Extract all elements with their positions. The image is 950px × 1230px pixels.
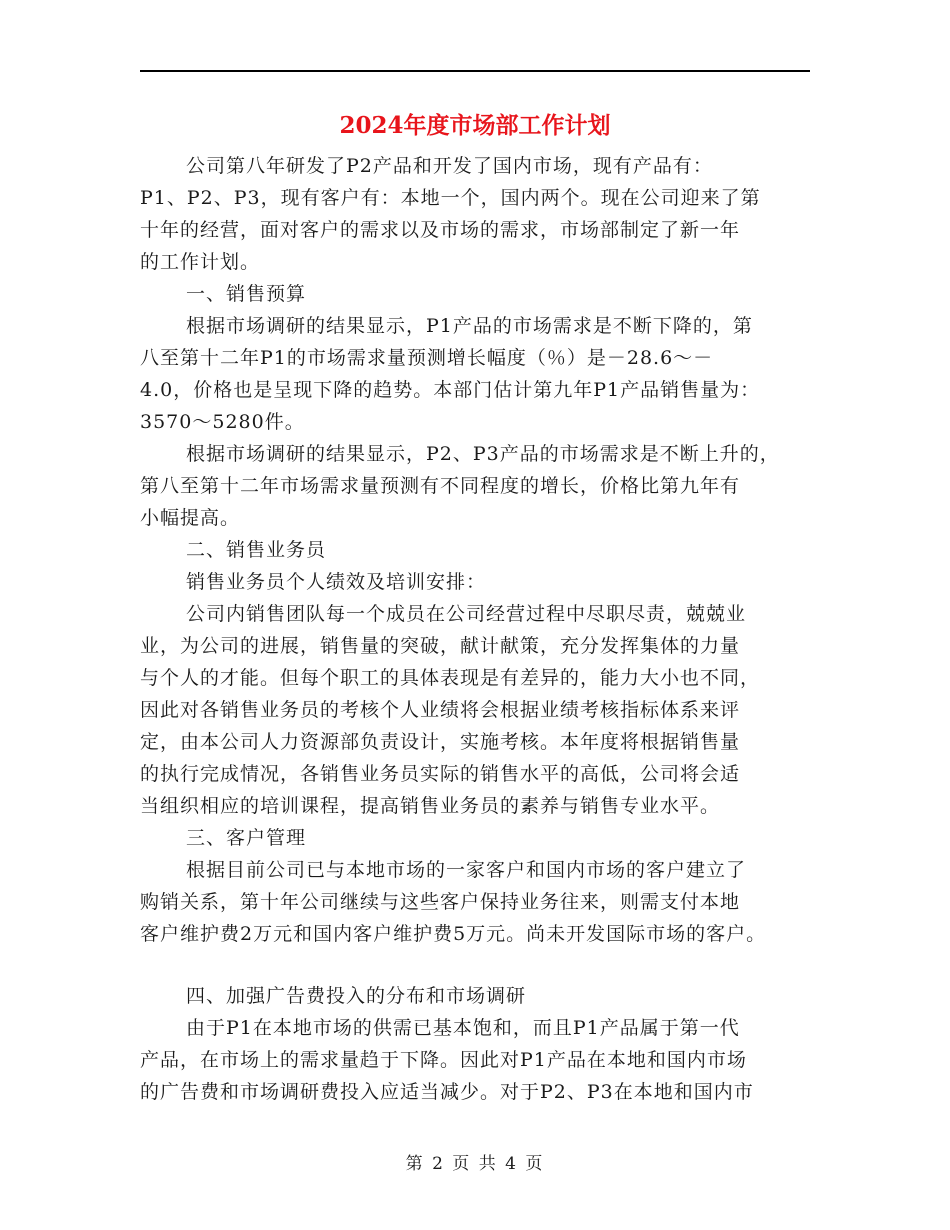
paragraph-line: 产品，在市场上的需求量趋于下降。因此对P1产品在本地和国内市场 — [140, 1049, 747, 1071]
paragraph-line: 根据目前公司已与本地市场的一家客户和国内市场的客户建立了 — [186, 859, 747, 881]
paragraph-line: 根据市场调研的结果显示，P1产品的市场需求是不断下降的，第 — [186, 315, 753, 337]
paragraph-line: 公司内销售团队每一个成员在公司经营过程中尽职尽责，兢兢业 — [186, 603, 747, 625]
section-heading: 四、加强广告费投入的分布和市场调研 — [186, 985, 527, 1007]
paragraph-line: 业，为公司的进展，销售量的突破，献计献策，充分发挥集体的力量 — [140, 635, 741, 657]
paragraph-line: 定，由本公司人力资源部负责设计，实施考核。本年度将根据销售量 — [140, 731, 741, 753]
paragraph-line: 与个人的才能。但每个职工的具体表现是有差异的，能力大小也不同， — [140, 667, 761, 689]
paragraph-line: 由于P1在本地市场的供需已基本饱和，而且P1产品属于第一代 — [186, 1017, 740, 1039]
document-title: 2024年度市场部工作计划 — [339, 112, 611, 139]
paragraph-line: 因此对各销售业务员的考核个人业绩将会根据业绩考核指标体系来评 — [140, 699, 741, 721]
paragraph-line: 的广告费和市场调研费投入应适当减少。对于P2、P3在本地和国内市 — [140, 1081, 754, 1103]
header-rule — [140, 70, 810, 72]
paragraph-line: 当组织相应的培训课程，提高销售业务员的素养与销售专业水平。 — [140, 795, 721, 817]
blank-line — [140, 950, 830, 980]
paragraph-line: 的执行完成情况，各销售业务员实际的销售水平的高低，公司将会适 — [140, 763, 741, 785]
paragraph-line: 八至第十二年P1的市场需求量预测增长幅度（％）是－28.6～－ — [140, 347, 714, 369]
paragraph-line: 销售业务员个人绩效及培训安排： — [186, 571, 487, 593]
paragraph-line: 4.0，价格也是呈现下降的趋势。本部门估计第九年P1产品销售量为： — [140, 379, 761, 401]
section-heading: 三、客户管理 — [186, 827, 307, 849]
paragraph-line: 小幅提高。 — [140, 507, 241, 529]
paragraph-line: 根据市场调研的结果显示，P2、P3产品的市场需求是不断上升的， — [186, 443, 780, 465]
paragraph-line: P1、P2、P3，现有客户有：本地一个，国内两个。现在公司迎来了第 — [140, 187, 761, 209]
paragraph-line: 的工作计划。 — [140, 251, 261, 273]
paragraph-line: 客户维护费2万元和国内客户维护费5万元。尚未开发国际市场的客户。 — [140, 923, 767, 945]
paragraph-line: 公司第八年研发了P2产品和开发了国内市场，现有产品有： — [186, 155, 713, 177]
page-footer: 第 2 页 共 4 页 — [405, 1154, 545, 1174]
paragraph-line: 第八至第十二年市场需求量预测有不同程度的增长，价格比第九年有 — [140, 475, 741, 497]
section-heading: 一、销售预算 — [186, 283, 307, 305]
paragraph-line: 十年的经营，面对客户的需求以及市场的需求，市场部制定了新一年 — [140, 219, 741, 241]
document-body — [140, 150, 830, 1108]
paragraph-line: 3570～5280件。 — [140, 411, 305, 433]
paragraph-line: 购销关系，第十年公司继续与这些客户保持业务往来，则需支付本地 — [140, 891, 741, 913]
section-heading: 二、销售业务员 — [186, 539, 327, 561]
